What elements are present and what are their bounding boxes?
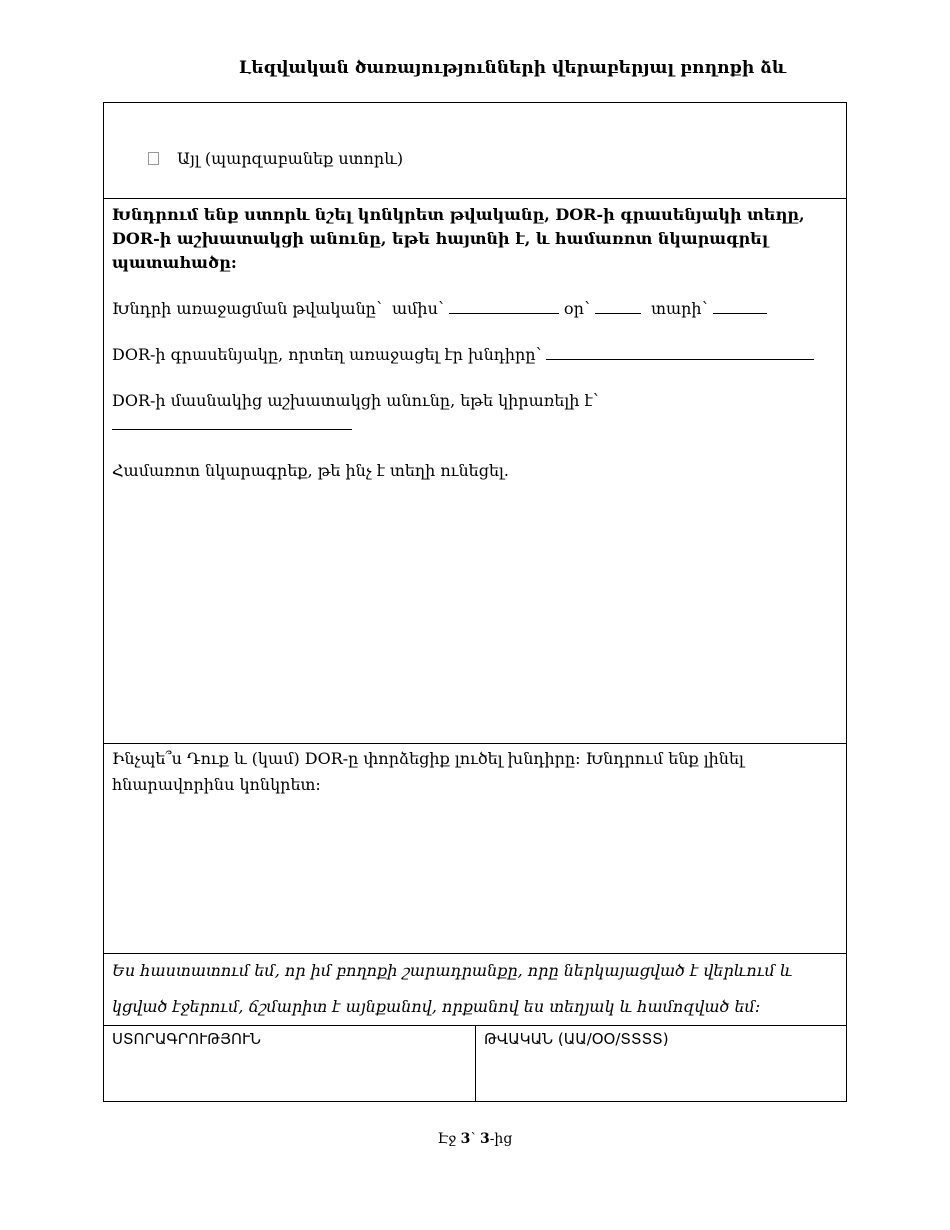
certification-line-2: կցված էջերում, ճշմարիտ է այնքանով, որքանով ես տեղյակ և համոզված եմ: bbox=[112, 997, 761, 1016]
year-field[interactable] bbox=[713, 299, 767, 314]
employee-line bbox=[112, 389, 838, 437]
page-total: 3 bbox=[479, 1131, 490, 1147]
describe-label: Համառոտ նկարագրեք, թե ինչ է տեղի ունեցել. bbox=[112, 461, 509, 480]
office-line bbox=[112, 343, 838, 367]
signature-cell[interactable] bbox=[104, 1026, 476, 1101]
incident-details-section bbox=[104, 203, 846, 744]
employee-field[interactable] bbox=[112, 415, 352, 430]
other-checkbox[interactable] bbox=[148, 152, 159, 165]
other-option-label: Այլ (պարզաբանեք ստորև) bbox=[177, 149, 404, 168]
other-option[interactable] bbox=[148, 149, 403, 168]
employee-label: DOR-ի մասնակից աշխատակցի անունը, եթե կիրառելի է՝ bbox=[112, 391, 599, 410]
month-label: ամիս՝ bbox=[391, 299, 444, 318]
month-field[interactable] bbox=[449, 299, 559, 314]
details-instruction: Խնդրում ենք ստորև նշել կոնկրետ թվականը, DOR-ի գրասենյակի տեղը, DOR-ի աշխատակցի անունը, եթե հայտնի է, և համառոտ նկարագրել պատահածը: bbox=[112, 205, 805, 272]
page-title: Լեզվական ծառայությունների վերաբերյալ բողոքի ձև bbox=[238, 58, 787, 78]
incident-date-label: Խնդրի առաջացման թվականը՝ bbox=[112, 299, 382, 318]
page-current: 3 bbox=[460, 1131, 471, 1147]
certification-section bbox=[104, 952, 846, 1026]
certification-line-1: Ես հաստատում եմ, որ իմ բողոքի շարադրանքը, որը ներկայացված է վերևում և bbox=[112, 961, 793, 980]
page-suffix: -ից bbox=[489, 1131, 513, 1147]
other-option-row bbox=[104, 103, 846, 199]
signature-date-label: ԹՎԱԿԱՆ (ԱԱ/ՕՕ/ՏՏՏՏ) bbox=[484, 1030, 669, 1048]
resolution-efforts-question: Ինչպե՞ս Դուք և (կամ) DOR-ը փորձեցիք լուծել խնդիրը: Խնդրում ենք լինել հնարավորինս կոնկրետ: bbox=[112, 749, 744, 794]
day-field[interactable] bbox=[595, 299, 641, 314]
incident-date-line bbox=[112, 297, 838, 321]
describe-line bbox=[112, 459, 838, 483]
page-number bbox=[0, 1131, 950, 1147]
day-label: օր՝ bbox=[563, 299, 590, 318]
office-label: DOR-ի գրասենյակը, որտեղ առաջացել էր խնդիրը՝ bbox=[112, 345, 542, 364]
signature-date-cell[interactable] bbox=[476, 1026, 846, 1101]
signature-label: ՍՏՈՐԱԳՐՈՒԹՅՈՒՆ bbox=[112, 1030, 261, 1048]
page-separator: ՝ bbox=[470, 1131, 476, 1147]
page-prefix: Էջ bbox=[437, 1131, 457, 1147]
office-field[interactable] bbox=[546, 345, 814, 360]
signature-row bbox=[104, 1026, 846, 1101]
complaint-form-table bbox=[103, 102, 847, 1102]
year-label: տարի՝ bbox=[651, 299, 708, 318]
resolution-efforts-section bbox=[104, 746, 846, 954]
